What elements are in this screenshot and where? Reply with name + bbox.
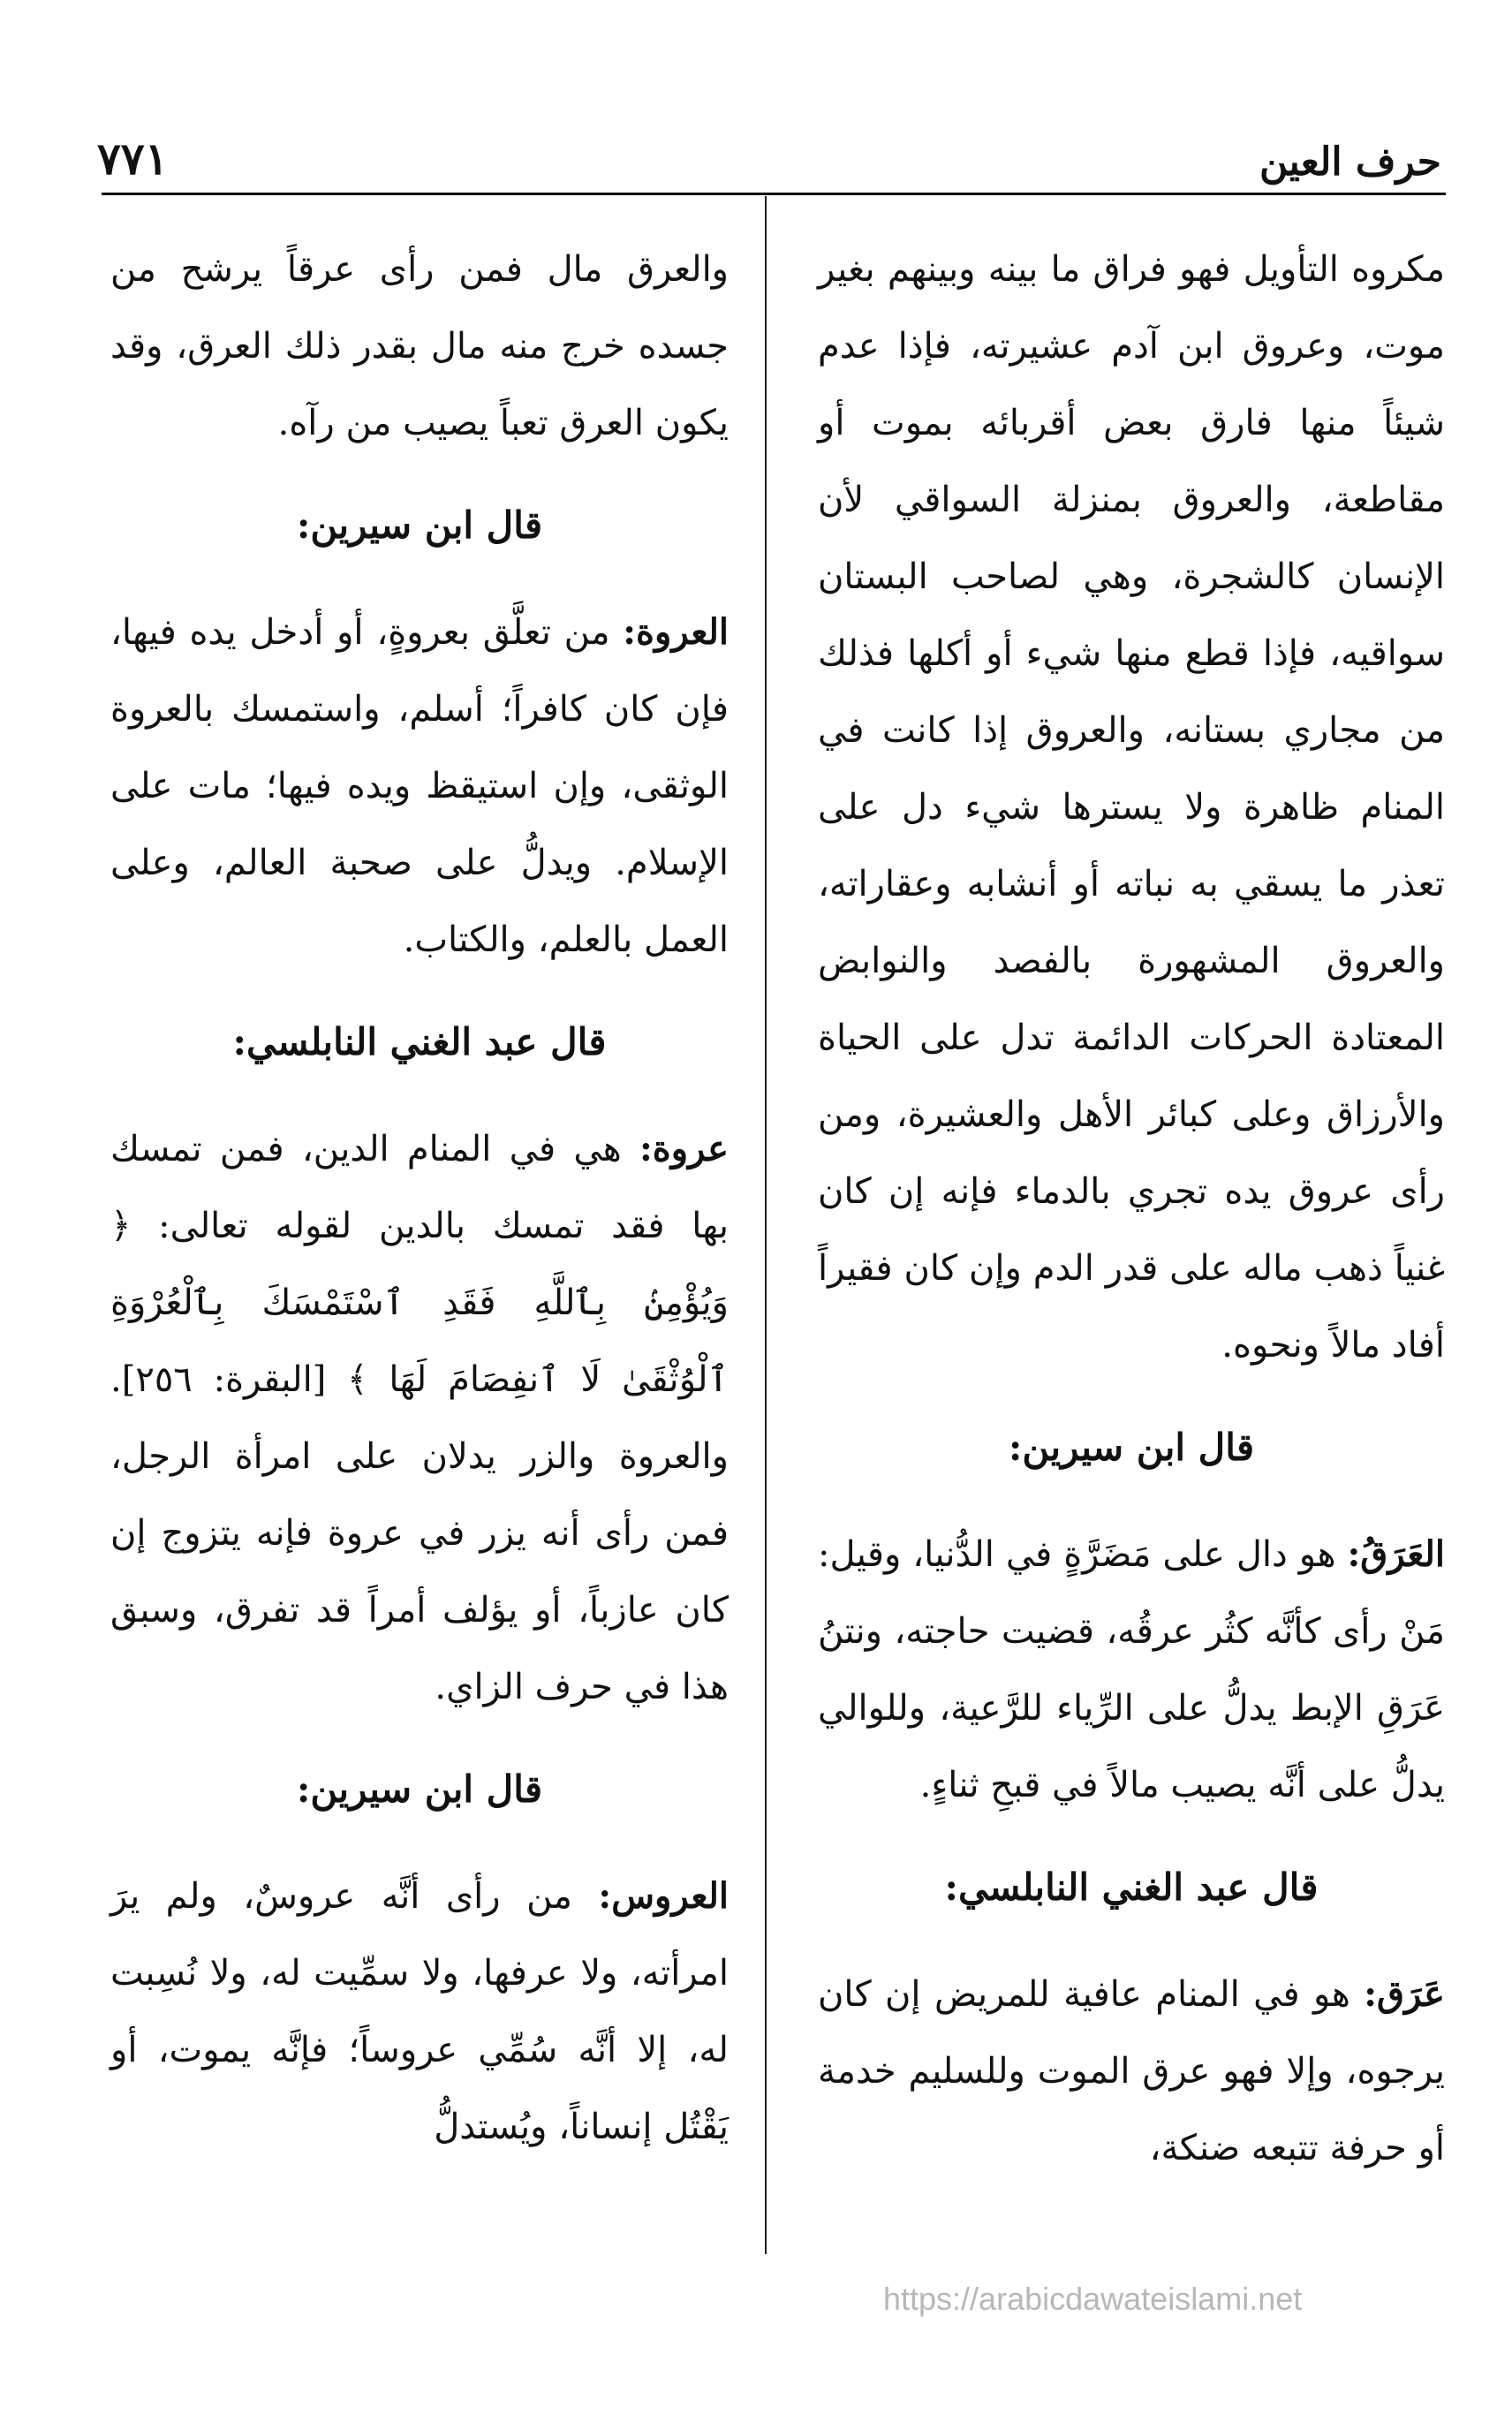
section-heading: قال عبد الغني النابلسي:: [944, 1865, 1319, 1909]
paragraph: [110, 1110, 729, 1726]
entry-term: عروة:: [639, 1128, 729, 1169]
entry-text: هو في المنام عافية للمريض إن كان يرجوه، وإلا فهو عرق الموت وللسليم خدمة أو حرفة تتبعه ضنكة،: [818, 1974, 1445, 2168]
entry-text: هو دال على مَضَرَّةٍ في الدُّنيا، وقيل: مَنْ رأى كأنَّه كثُر عرقُه، قضيت حاجته، ونتنُ عَرَقِ الإبط يدلُّ على الرِّياء للرَّعية، وللوالي يدلُّ على أنَّه يصيب مالاً في قبحِ ثناءٍ.: [818, 1534, 1445, 1805]
quran-verse: ﴿ وَيُؤْمِنۢ بِٱللَّهِ فَقَدِ ٱسْتَمْسَكَ بِٱلْعُرْوَةِ ٱلْوُثْقَىٰ لَا ٱنفِصَامَ لَهَا ﴾: [110, 1206, 729, 1400]
entry-text: [البقرة: ٢٥٦]. والعروة والزر يدلان على امرأة الرجل، فمن رأى أنه يزر في عروة فإنه يتزوج إن كان عازباً، أو يؤلف أمراً قد تفرق، وسبق هذا في حرف الزاي.: [110, 1359, 729, 1707]
header-rule: [102, 193, 1446, 195]
entry-text: من رأى أنَّه عروسٌ، ولم يرَ امرأته، ولا عرفها، ولا سمِّيت له، ولا نُسِبت له، إلا أنَّه سُمِّي عروساً؛ فإنَّه يموت، أو يَقْتُل إنساناً، ويُستدلُّ: [110, 1876, 729, 2147]
watermark-url: https://arabicdawateislami.net: [883, 2281, 1303, 2317]
page-header: [97, 132, 1441, 185]
paragraph: [110, 594, 729, 979]
paragraph: والعرق مال فمن رأى عرقاً يرشح من جسده خرج منه مال بقدر ذلك العرق، وقد يكون العرق تعباً يصيب من رآه.: [110, 249, 729, 443]
entry-term: عَرَق:: [1364, 1973, 1445, 2015]
section-heading: قال ابن سيرين:: [296, 503, 543, 547]
section-heading: قال ابن سيرين:: [1008, 1426, 1255, 1469]
right-column: [818, 231, 1445, 2212]
entry-term: العَرَقُ:: [1347, 1533, 1445, 1575]
chapter-title: حرف العين: [1259, 140, 1441, 185]
left-column: [110, 231, 729, 2166]
entry-term: العروة:: [623, 611, 729, 653]
entry-term: العروس:: [598, 1875, 729, 1917]
paragraph: [818, 1956, 1445, 2187]
entry-text: من تعلَّق بعروةٍ، أو أدخل يده فيها، فإن كان كافراً؛ أسلم، واستمسك بالعروة الوثقى، وإن استيقظ ويده فيها؛ مات على الإسلام. ويدلُّ على صحبة العالم، وعلى العمل بالعلم، والكتاب.: [110, 612, 729, 960]
page-number: ٧٧١: [97, 132, 169, 185]
section-heading: قال عبد الغني النابلسي:: [232, 1020, 607, 1063]
section-heading: قال ابن سيرين:: [296, 1767, 543, 1811]
paragraph: مكروه التأويل فهو فراق ما بينه وبينهم بغير موت، وعروق ابن آدم عشيرته، فإذا عدم شيئاً منها فارق بعض أقربائه بموت أو مقاطعة، والعروق بمنزلة السواقي لأن الإنسان كالشجرة، وهي لصاحب البستان سواقيه، فإذا قطع منها شيء أو أكلها فذلك من مجاري بستانه، والعروق إذا كانت في المنام ظاهرة ولا يسترها شيء دل على تعذر ما يسقي به نباته أو أنشابه وعقاراته، والعروق المشهورة بالفصد والنوابض المعتادة الحركات الدائمة تدل على الحياة والأرزاق وعلى كبائر الأهل والعشيرة، ومن رأى عروق يده تجري بالدماء فإنه إن كان غنياً ذهب ماله على قدر الدم وإن كان فقيراً أفاد مالاً ونحوه.: [818, 249, 1445, 1366]
paragraph: [818, 1516, 1445, 1824]
column-divider: [765, 196, 767, 2254]
entry-text: هي في المنام الدين، فمن تمسك بها فقد تمسك بالدين لقوله تعالى:: [110, 1129, 729, 1246]
paragraph: [110, 1858, 729, 2166]
